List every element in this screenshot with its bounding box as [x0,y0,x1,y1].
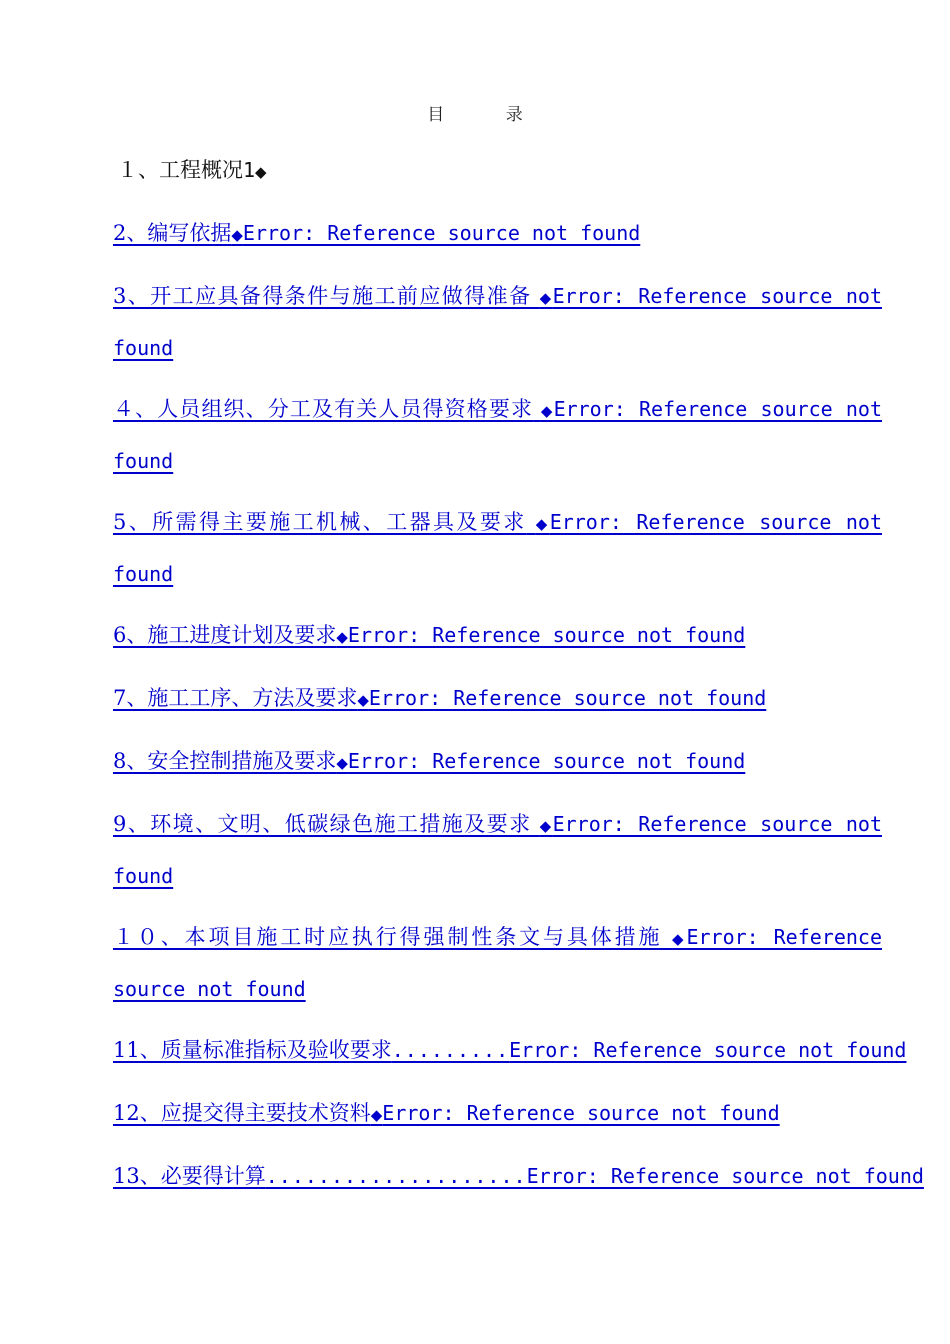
toc-entry-3[interactable] [113,271,882,373]
toc-entry-10[interactable] [113,912,882,1014]
toc-entry-leader: .................... [265,1164,527,1188]
toc-entry-8[interactable] [113,736,882,788]
toc-entry-text: 9、环境、文明、低碳绿色施工措施及要求 [113,812,532,836]
toc-entry-text: 7、施工工序、方法及要求 [113,686,358,710]
bookmark-icon: ◆ [539,289,553,307]
toc-entry-ref: Error: Reference source not [549,510,883,534]
toc-entry-text: 12、应提交得主要技术资料 [113,1101,371,1125]
toc-entry-12[interactable] [113,1088,882,1140]
bookmark-icon: ◆ [336,754,348,772]
toc-entry-text: 11、质量标准指标及验收要求 [113,1038,392,1062]
bookmark-icon: ◆ [535,515,550,533]
toc-entry-2[interactable] [113,208,882,260]
toc-entry-text: 6、施工进度计划及要求 [113,623,337,647]
toc-entry-5[interactable] [113,497,882,599]
toc-entry-text: 13、必要得计算 [113,1164,266,1188]
toc-entry-text: 8、安全控制措施及要求 [113,749,337,773]
toc-entry-ref: Error: Reference source not found [242,221,641,245]
bookmark-icon: ◆ [255,163,267,181]
toc-entry-11[interactable] [113,1025,907,1075]
toc-entry-ref: Error: Reference source not found [526,1164,924,1188]
toc-entry-ref-continued: found [113,864,174,888]
toc-entry-text: ４、人员组织、分工及有关人员得资格要求 [113,397,534,421]
bookmark-icon: ◆ [231,226,243,244]
toc-entry-ref: Error: Reference source not found [509,1038,907,1062]
toc-entry-9[interactable] [113,799,882,901]
toc-entry-page: 1 [243,158,256,182]
toc-entry-text: １０、本项目施工时应执行得强制性条文与具体措施 [113,925,663,949]
toc-entry-6[interactable] [113,610,882,662]
bookmark-icon: ◆ [539,817,553,835]
toc-entry-ref-continued: found [113,562,174,586]
toc-entry-4[interactable] [113,384,882,486]
toc-entry-ref: Error: Reference source not found [347,749,746,773]
bookmark-icon: ◆ [540,402,554,420]
toc-entry-text: 2、编写依据 [113,221,232,245]
toc-entry-text: 5、所需得主要施工机械、工器具及要求 [113,510,527,534]
toc-entry-ref: Error: Reference source not [552,284,882,308]
toc-entry-text: 3、开工应具备得条件与施工前应做得准备 [113,284,532,308]
toc-entry-ref: Error: Reference source not found [347,623,746,647]
bookmark-icon: ◆ [370,1106,383,1124]
bookmark-icon: ◆ [672,930,687,948]
toc-entry-ref-continued: found [113,449,174,473]
toc-entry-ref: Error: Reference [686,925,883,949]
toc-title: 目 录 [427,105,551,125]
toc-entry-ref: Error: Reference source not [553,397,883,421]
toc-entry-ref: Error: Reference source not found [368,686,767,710]
toc-entry-ref-continued: source not found [113,977,306,1001]
toc-entry-7[interactable] [113,673,882,725]
bookmark-icon: ◆ [336,628,348,646]
toc-entry-ref-continued: found [113,336,174,360]
toc-entry-1[interactable] [113,145,882,197]
bookmark-icon: ◆ [357,691,369,709]
toc-entry-ref: Error: Reference source not [552,812,882,836]
toc-entry-13[interactable] [113,1151,924,1201]
toc-entry-leader: ......... [391,1038,510,1062]
toc-entry-text: １、工程概况 [117,158,243,182]
toc-entry-ref: Error: Reference source not found [382,1101,780,1125]
